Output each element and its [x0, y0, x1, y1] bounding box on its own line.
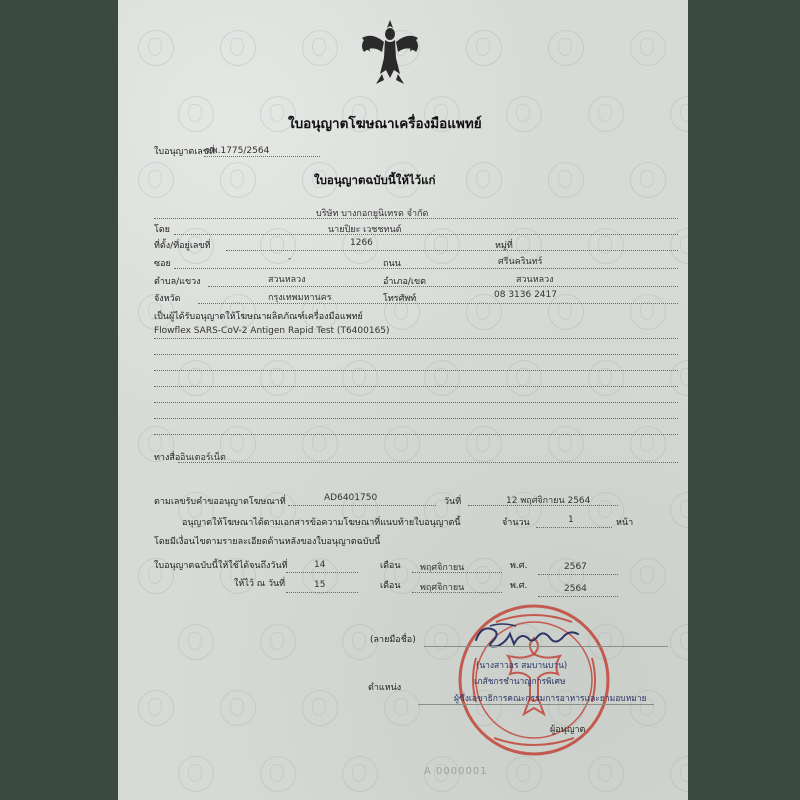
- page-label: หน้า: [616, 518, 634, 528]
- position-label: ตำแหน่ง: [368, 683, 402, 693]
- blank-form-line: [154, 354, 678, 355]
- subdistrict-label: ตำบล/แขวง: [154, 277, 201, 287]
- valid-until-label: ใบอนุญาตฉบับนี้ให้ใช้ได้จนถึงวันที่: [154, 561, 288, 571]
- watermark-mark: [506, 756, 542, 792]
- blank-form-line: [154, 434, 678, 435]
- signer-title: เภสัชกรชำนาญการพิเศษ: [474, 677, 566, 687]
- signature-line: [424, 646, 668, 647]
- watermark-mark: [630, 294, 666, 330]
- watermark-mark: [342, 360, 378, 396]
- license-document: [118, 0, 688, 800]
- valid-year-line: [538, 574, 618, 575]
- request-date-label: วันที่: [444, 497, 462, 507]
- province-label: จังหวัด: [154, 294, 181, 304]
- request-date-value: 12 พฤศจิกายน 2564: [506, 496, 591, 506]
- province-line: [198, 303, 678, 304]
- watermark-mark: [630, 30, 666, 66]
- watermark-mark: [178, 756, 214, 792]
- watermark-mark: [466, 30, 502, 66]
- watermark-mark: [630, 426, 666, 462]
- count-line: [536, 527, 612, 528]
- issued-label: ให้ไว้ ณ วันที่: [234, 579, 286, 589]
- watermark-mark: [670, 360, 688, 396]
- serial-stamp: A 0000001: [424, 766, 488, 777]
- watermark-mark: [384, 426, 420, 462]
- request-label: ตามเลขรับคำขออนุญาตโฆษณาที่: [154, 497, 286, 507]
- district-value: สวนหลวง: [516, 275, 554, 285]
- watermark-mark: [630, 558, 666, 594]
- watermark-mark: [138, 30, 174, 66]
- channel-value: อินเตอร์เน็ต: [180, 453, 226, 463]
- watermark-mark: [670, 96, 688, 132]
- watermark-mark: [506, 360, 542, 396]
- watermark-mark: [466, 426, 502, 462]
- watermark-mark: [548, 426, 584, 462]
- issued-year-label: พ.ศ.: [510, 581, 528, 591]
- issuer-label: ผู้อนุญาต: [550, 725, 586, 735]
- road-value: ศรีนครินทร์: [498, 257, 543, 267]
- watermark-mark: [506, 96, 542, 132]
- watermark-mark: [260, 360, 296, 396]
- signer-name: (นางสาวอร สมบานบาน): [476, 661, 568, 671]
- phone-value: 08 3136 2417: [494, 290, 557, 300]
- watermark-mark: [670, 624, 688, 660]
- watermark-mark: [548, 162, 584, 198]
- valid-day: 14: [314, 560, 326, 570]
- blank-form-line: [154, 386, 678, 387]
- watermark-mark: [466, 558, 502, 594]
- garuda-emblem-icon: [358, 18, 422, 88]
- watermark-mark: [220, 690, 256, 726]
- watermark-mark: [670, 492, 688, 528]
- issued-month-line: [412, 592, 502, 593]
- valid-year: 2567: [564, 562, 587, 572]
- blank-form-line: [154, 338, 678, 339]
- condition-text: โดยมีเงื่อนไขตามรายละเอียดด้านหลังของใบอนุญาตฉบับนี้: [154, 537, 381, 547]
- watermark-mark: [424, 360, 460, 396]
- blank-form-line: [154, 418, 678, 419]
- watermark-mark: [588, 756, 624, 792]
- channel-label: ทางสื่อ: [154, 453, 181, 463]
- watermark-mark: [588, 96, 624, 132]
- by-line: [174, 234, 678, 235]
- issued-month: พฤศจิกายน: [420, 583, 465, 593]
- subdistrict-line: [208, 286, 678, 287]
- document-title: ใบอนุญาตโฆษณาเครื่องมือแพทย์: [288, 116, 482, 132]
- watermark-mark: [588, 360, 624, 396]
- district-label: อำเภอ/เขต: [383, 277, 426, 287]
- watermark-mark: [630, 162, 666, 198]
- watermark-mark: [138, 162, 174, 198]
- watermark-mark: [178, 360, 214, 396]
- issued-year-line: [538, 596, 618, 597]
- signer-authority: ผู้ซึ่งเลขาธิการคณะกรรมการอาหารและยามอบหมาย: [454, 694, 647, 704]
- request-date-line: [468, 505, 618, 506]
- province-value: กรุงเทพมหานคร: [268, 293, 332, 303]
- watermark-mark: [220, 30, 256, 66]
- position-line: [418, 704, 654, 705]
- license-no-value: ฆพ.1775/2564: [205, 146, 270, 156]
- moo-label: หมู่ที่: [495, 241, 513, 251]
- valid-year-label: พ.ศ.: [510, 561, 528, 571]
- address-line: [226, 250, 678, 251]
- by-label: โดย: [154, 225, 170, 235]
- address-value: 1266: [350, 238, 373, 248]
- count-value: 1: [568, 515, 574, 525]
- by-value: นายปิยะ เวชชทนต์: [328, 225, 402, 235]
- watermark-mark: [138, 690, 174, 726]
- issued-month-label: เดือน: [380, 581, 401, 591]
- blank-form-line: [154, 402, 678, 403]
- issued-day: 15: [314, 580, 326, 590]
- watermark-mark: [302, 426, 338, 462]
- watermark-mark: [302, 30, 338, 66]
- address-label: ที่ตั้ง/ที่อยู่เลขที่: [154, 241, 211, 251]
- watermark-mark: [260, 756, 296, 792]
- watermark-mark: [466, 162, 502, 198]
- signature-label: (ลายมือชื่อ): [370, 635, 416, 645]
- valid-day-line: [286, 572, 358, 573]
- issued-year: 2564: [564, 584, 587, 594]
- company-name: บริษัท บางกอกยูนิเทรด จำกัด: [316, 209, 429, 219]
- watermark-mark: [342, 756, 378, 792]
- watermark-mark: [384, 690, 420, 726]
- channel-line: [178, 462, 678, 463]
- company-line: [154, 218, 678, 219]
- allowed-text: อนุญาตให้โฆษณาได้ตามเอกสารข้อความโฆษณาที่แนบท้ายใบอนุญาตนี้: [182, 518, 461, 528]
- soi-road-line: [174, 268, 678, 269]
- issued-day-line: [286, 592, 358, 593]
- watermark-mark: [178, 96, 214, 132]
- valid-month-line: [412, 572, 502, 573]
- signature-icon: [472, 620, 582, 656]
- blank-form-line: [154, 370, 678, 371]
- valid-month-label: เดือน: [380, 561, 401, 571]
- soi-label: ซอย: [154, 259, 171, 269]
- watermark-mark: [302, 690, 338, 726]
- request-line: [288, 505, 436, 506]
- license-no-line: [204, 156, 320, 157]
- valid-month: พฤศจิกายน: [420, 563, 465, 573]
- phone-label: โทรศัพท์: [383, 294, 417, 304]
- watermark-mark: [670, 756, 688, 792]
- license-no-label: ใบอนุญาตเลขที่: [154, 147, 215, 157]
- request-value: AD6401750: [324, 493, 378, 503]
- watermark-mark: [548, 30, 584, 66]
- subdistrict-value: สวนหลวง: [268, 275, 306, 285]
- soi-value: -: [288, 254, 292, 264]
- granted-to-heading: ใบอนุญาตฉบับนี้ให้ไว้แก่: [314, 173, 436, 187]
- product-line: Flowflex SARS-CoV-2 Antigen Rapid Test (T6400165): [154, 326, 390, 336]
- permit-statement: เป็นผู้ได้รับอนุญาตให้โฆษณาผลิตภัณฑ์เครื่องมือแพทย์: [154, 312, 363, 322]
- watermark-mark: [178, 624, 214, 660]
- watermark-mark: [260, 624, 296, 660]
- watermark-mark: [220, 162, 256, 198]
- count-label: จำนวน: [502, 518, 530, 528]
- road-label: ถนน: [383, 259, 401, 269]
